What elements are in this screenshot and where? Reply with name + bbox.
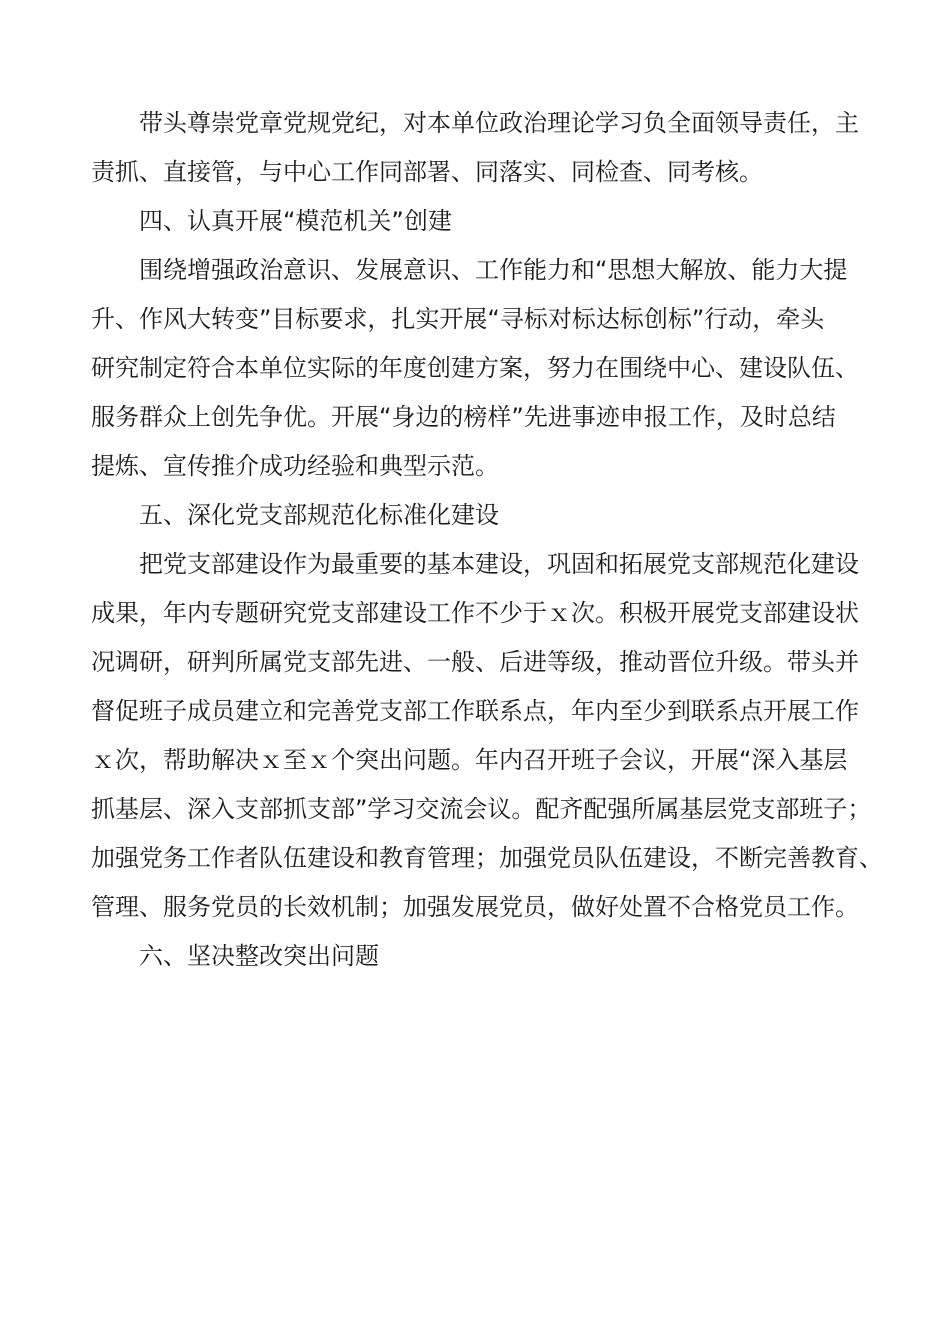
paragraph-line: 把党支部建设作为最重要的基本建设，巩固和拓展党支部规范化建设 <box>139 550 859 578</box>
paragraph-line: 围绕增强政治意识、发展意识、工作能力和“思想大解放、能力大提 <box>139 256 848 284</box>
paragraph-line: 抓基层、深入支部抓支部”学习交流会议。配齐配强所属基层党支部班子； <box>91 795 872 823</box>
document-body <box>91 99 883 981</box>
paragraph-line: 况调研，研判所属党支部先进、一般、后进等级，推动晋位升级。带头并 <box>91 648 859 676</box>
section-heading: 四、认真开展“模范机关”创建 <box>139 207 452 235</box>
section-heading: 六、坚决整改突出问题 <box>139 942 379 970</box>
paragraph-line: 提炼、宣传推介成功经验和典型示范。 <box>91 452 499 480</box>
section-heading: 五、深化党支部规范化标准化建设 <box>139 501 499 529</box>
paragraph-line: 加强党务工作者队伍建设和教育管理；加强党员队伍建设，不断完善教育、 <box>91 844 883 872</box>
paragraph-line: 升、作风大转变”目标要求，扎实开展“寻标对标达标创标”行动，牵头 <box>91 305 825 333</box>
paragraph-line: ｘ次，帮助解决ｘ至ｘ个突出问题。年内召开班子会议，开展“深入基层 <box>91 746 848 774</box>
paragraph-line: 责抓、直接管，与中心工作同部署、同落实、同检查、同考核。 <box>91 158 763 186</box>
paragraph-line: 督促班子成员建立和完善党支部工作联系点，年内至少到联系点开展工作 <box>91 697 859 725</box>
paragraph-line: 成果，年内专题研究党支部建设工作不少于ｘ次。积极开展党支部建设状 <box>91 599 859 627</box>
paragraph-line: 研究制定符合本单位实际的年度创建方案，努力在围绕中心、建设队伍、 <box>91 354 859 382</box>
paragraph-line: 带头尊崇党章党规党纪，对本单位政治理论学习负全面领导责任，主 <box>139 109 859 137</box>
paragraph-line: 管理、服务党员的长效机制；加强发展党员，做好处置不合格党员工作。 <box>91 893 859 921</box>
paragraph-line: 服务群众上创先争优。开展“身边的榜样”先进事迹申报工作，及时总结 <box>91 403 836 431</box>
